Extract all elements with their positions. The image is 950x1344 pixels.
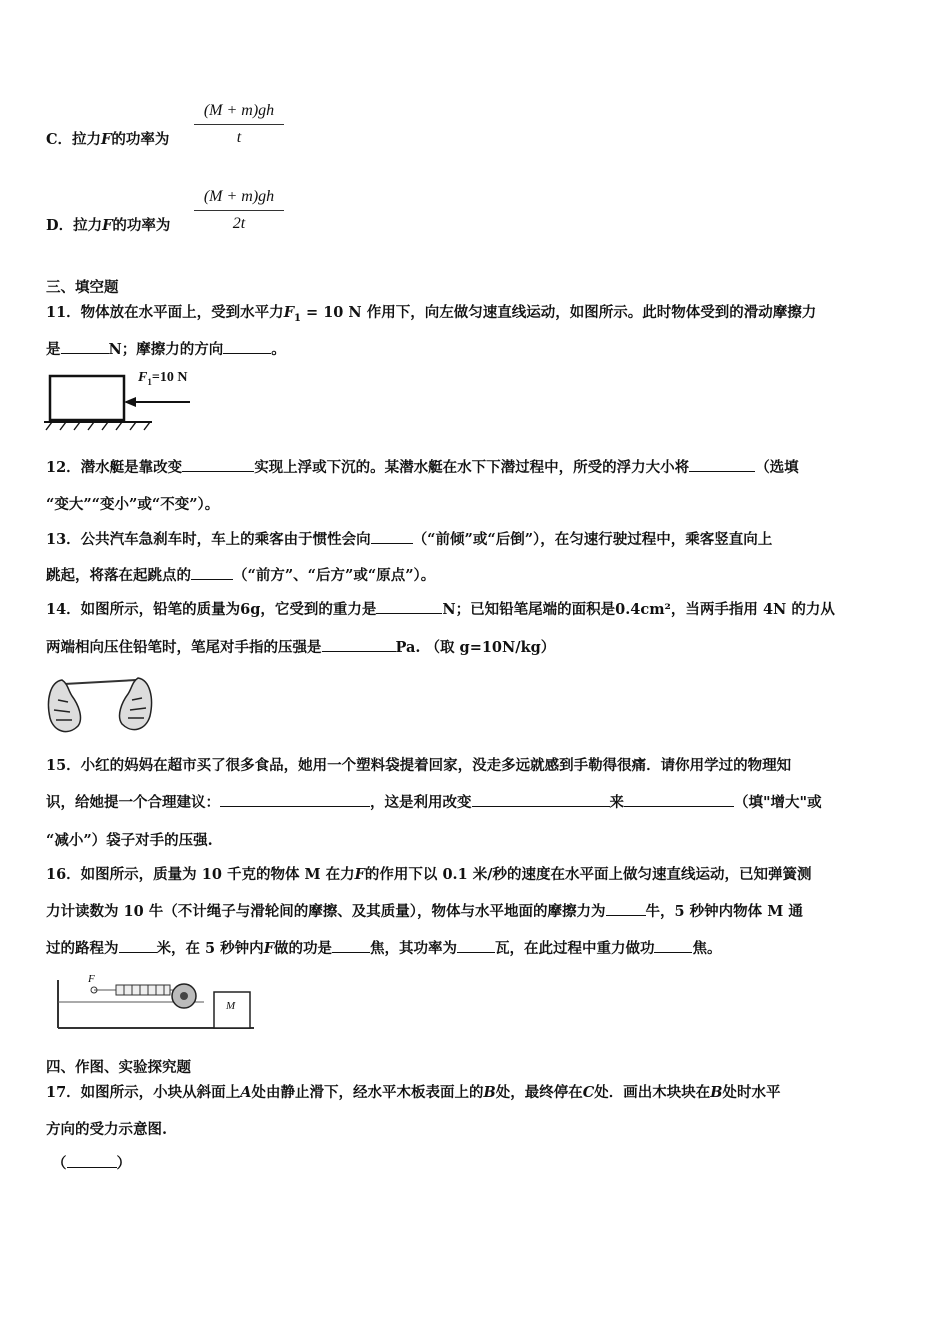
q15-line2: 识，给她提一个合理建议： ，这是利用改变 来 （填"增大"或 [46, 794, 822, 811]
q17-line1: 17．如图所示，小块从斜面上A处由静止滑下，经水平木板表面上的B处，最终停在C处．画出木块块在B处时水平 [46, 1084, 781, 1101]
q17-line2: 方向的受力示意图. [46, 1121, 168, 1138]
q12-line1: 12．潜水艇是靠改变 实现上浮或下沉的。某潜水艇在水下下潜过程中，所受的浮力大小将 （选填 [46, 459, 799, 476]
option-c: C．拉力F的功率为 [46, 131, 170, 148]
answer-blank[interactable] [472, 792, 610, 807]
option-d: D．拉力F的功率为 [46, 217, 171, 234]
q14-line1: 14．如图所示，铅笔的质量为6g，它受到的重力是 N；已知铅笔尾端的面积是0.4cm²，当两手指用 4N 的力从 [46, 601, 835, 618]
block-shape [50, 376, 124, 420]
fraction-c: $\frac{(M + m)gh}{t}$ [194, 102, 284, 147]
q14-pencil-figure [44, 670, 156, 740]
q11-line2: 是 N；摩擦力的方向 。 [46, 341, 286, 358]
ground-hatch [46, 422, 150, 430]
q15-line1: 15．小红的妈妈在超市买了很多食品，她用一个塑料袋提着回家，没走多远就感到手勒得很痛．请你用学过的物理知 [46, 757, 792, 774]
section-heading-fill: 三、填空题 [46, 279, 119, 296]
q13-line1: 13．公共汽车急刹车时，车上的乘客由于惯性会向 （“前倾”或“后倒”），在匀速行驶过程中，乘客竖直向上 [46, 531, 773, 548]
q11-line1: 11．物体放在水平面上，受到水平力$F_1 = 10$ N 作用下，向左做匀速直线运动，如图所示。此时物体受到的滑动摩擦力 [46, 304, 817, 324]
q16-line1: 16．如图所示，质量为 10 千克的物体 M 在力F的作用下以 0.1 米/秒的速度在水平面上做匀速直线运动，已知弹簧测 [46, 866, 812, 883]
pulley-axle [180, 992, 188, 1000]
answer-blank[interactable] [191, 565, 233, 580]
q16-line3: 过的路程为 米，在 5 秒钟内F做的功是 焦，其功率为 瓦，在此过程中重力做功 焦。 [46, 940, 722, 957]
q16-line2: 力计读数为 10 牛（不计绳子与滑轮间的摩擦、及其质量），物体与水平地面的摩擦力为 牛，5 秒钟内物体 M 通 [46, 903, 803, 920]
answer-blank[interactable] [220, 792, 370, 807]
answer-blank[interactable] [689, 457, 755, 472]
q13-line2: 跳起，将落在起跳点的 （“前方”、“后方”或“原点”）。 [46, 567, 436, 584]
q17-line3: （ ） [52, 1155, 131, 1172]
pencil-shape [64, 680, 136, 684]
answer-blank[interactable] [654, 938, 692, 953]
answer-blank[interactable] [182, 457, 254, 472]
answer-blank[interactable] [332, 938, 370, 953]
left-hand-icon [49, 680, 81, 732]
fraction-d: $\frac{(M + m)gh}{2t}$ [194, 188, 284, 233]
q16-figure-m-label: M [226, 1000, 236, 1012]
arrow-head [124, 397, 136, 407]
answer-blank[interactable] [376, 599, 442, 614]
answer-blank[interactable] [67, 1153, 117, 1168]
answer-blank[interactable] [61, 339, 109, 354]
q15-line3: “减小”）袋子对手的压强. [46, 832, 213, 849]
answer-blank[interactable] [223, 339, 271, 354]
answer-blank[interactable] [119, 938, 157, 953]
q16-figure-f-label: F [88, 973, 95, 985]
answer-blank[interactable] [322, 637, 396, 652]
answer-blank[interactable] [606, 901, 646, 916]
answer-blank[interactable] [457, 938, 495, 953]
section-heading-draw: 四、作图、实验探究题 [46, 1059, 191, 1076]
q14-line2: 两端相向压住铅笔时，笔尾对手指的压强是 Pa. （取 g=10N/kg） [46, 639, 556, 656]
answer-blank[interactable] [371, 529, 413, 544]
q11-figure-label: $F_1=10$ N [138, 370, 188, 387]
q12-line2: “变大”“变小”或“不变”）。 [46, 496, 220, 513]
answer-blank[interactable] [624, 792, 734, 807]
right-hand-icon [120, 678, 152, 730]
